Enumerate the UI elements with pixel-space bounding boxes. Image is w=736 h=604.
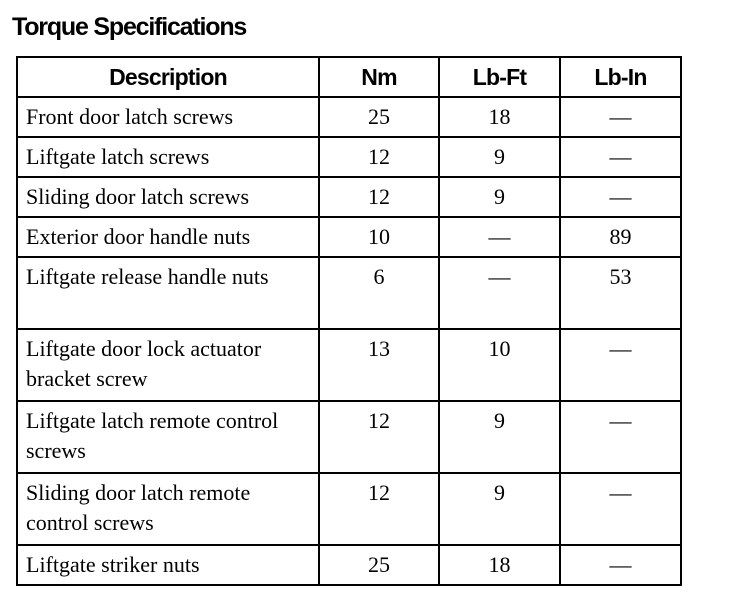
column-header-lb-in: Lb-In	[560, 57, 681, 97]
lb-in-cell: —	[560, 329, 681, 401]
table-row	[17, 401, 681, 473]
lb-in-cell: —	[560, 177, 681, 217]
column-header-lb-ft: Lb-Ft	[439, 57, 560, 97]
lb-in-cell: —	[560, 97, 681, 137]
description-cell: Liftgate latch screws	[17, 137, 319, 177]
description-cell: Front door latch screws	[17, 97, 319, 137]
page-title: Torque Specifications	[12, 13, 247, 41]
lb-ft-cell: 18	[439, 97, 560, 137]
table-row	[17, 329, 681, 401]
lb-ft-cell: —	[439, 217, 560, 257]
lb-in-cell: —	[560, 545, 681, 585]
lb-ft-cell: 10	[439, 329, 560, 401]
lb-ft-cell: —	[439, 257, 560, 329]
column-header-description: Description	[17, 57, 319, 97]
nm-cell: 6	[319, 257, 439, 329]
description-cell: Liftgate release handle nuts	[17, 257, 319, 329]
nm-cell: 12	[319, 401, 439, 473]
description-cell: Exterior door handle nuts	[17, 217, 319, 257]
description-cell: Sliding door latch screws	[17, 177, 319, 217]
table-row	[17, 177, 681, 217]
table-row	[17, 545, 681, 585]
table-row	[17, 473, 681, 545]
column-header-nm: Nm	[319, 57, 439, 97]
description-cell: Sliding door latch remote control screws	[17, 473, 319, 545]
nm-cell: 12	[319, 137, 439, 177]
lb-ft-cell: 9	[439, 401, 560, 473]
lb-in-cell: 89	[560, 217, 681, 257]
table-row	[17, 257, 681, 329]
lb-in-cell: —	[560, 137, 681, 177]
lb-in-cell: —	[560, 401, 681, 473]
table-row	[17, 137, 681, 177]
lb-ft-cell: 9	[439, 473, 560, 545]
nm-cell: 10	[319, 217, 439, 257]
lb-ft-cell: 9	[439, 137, 560, 177]
lb-in-cell: —	[560, 473, 681, 545]
lb-ft-cell: 18	[439, 545, 560, 585]
table-row	[17, 97, 681, 137]
torque-specifications-table	[16, 56, 682, 586]
lb-ft-cell: 9	[439, 177, 560, 217]
table-row	[17, 217, 681, 257]
lb-in-cell: 53	[560, 257, 681, 329]
nm-cell: 13	[319, 329, 439, 401]
nm-cell: 25	[319, 545, 439, 585]
description-cell: Liftgate striker nuts	[17, 545, 319, 585]
description-cell: Liftgate latch remote control screws	[17, 401, 319, 473]
nm-cell: 25	[319, 97, 439, 137]
header-row	[17, 57, 681, 97]
nm-cell: 12	[319, 177, 439, 217]
nm-cell: 12	[319, 473, 439, 545]
description-cell: Liftgate door lock actuator bracket screw	[17, 329, 319, 401]
